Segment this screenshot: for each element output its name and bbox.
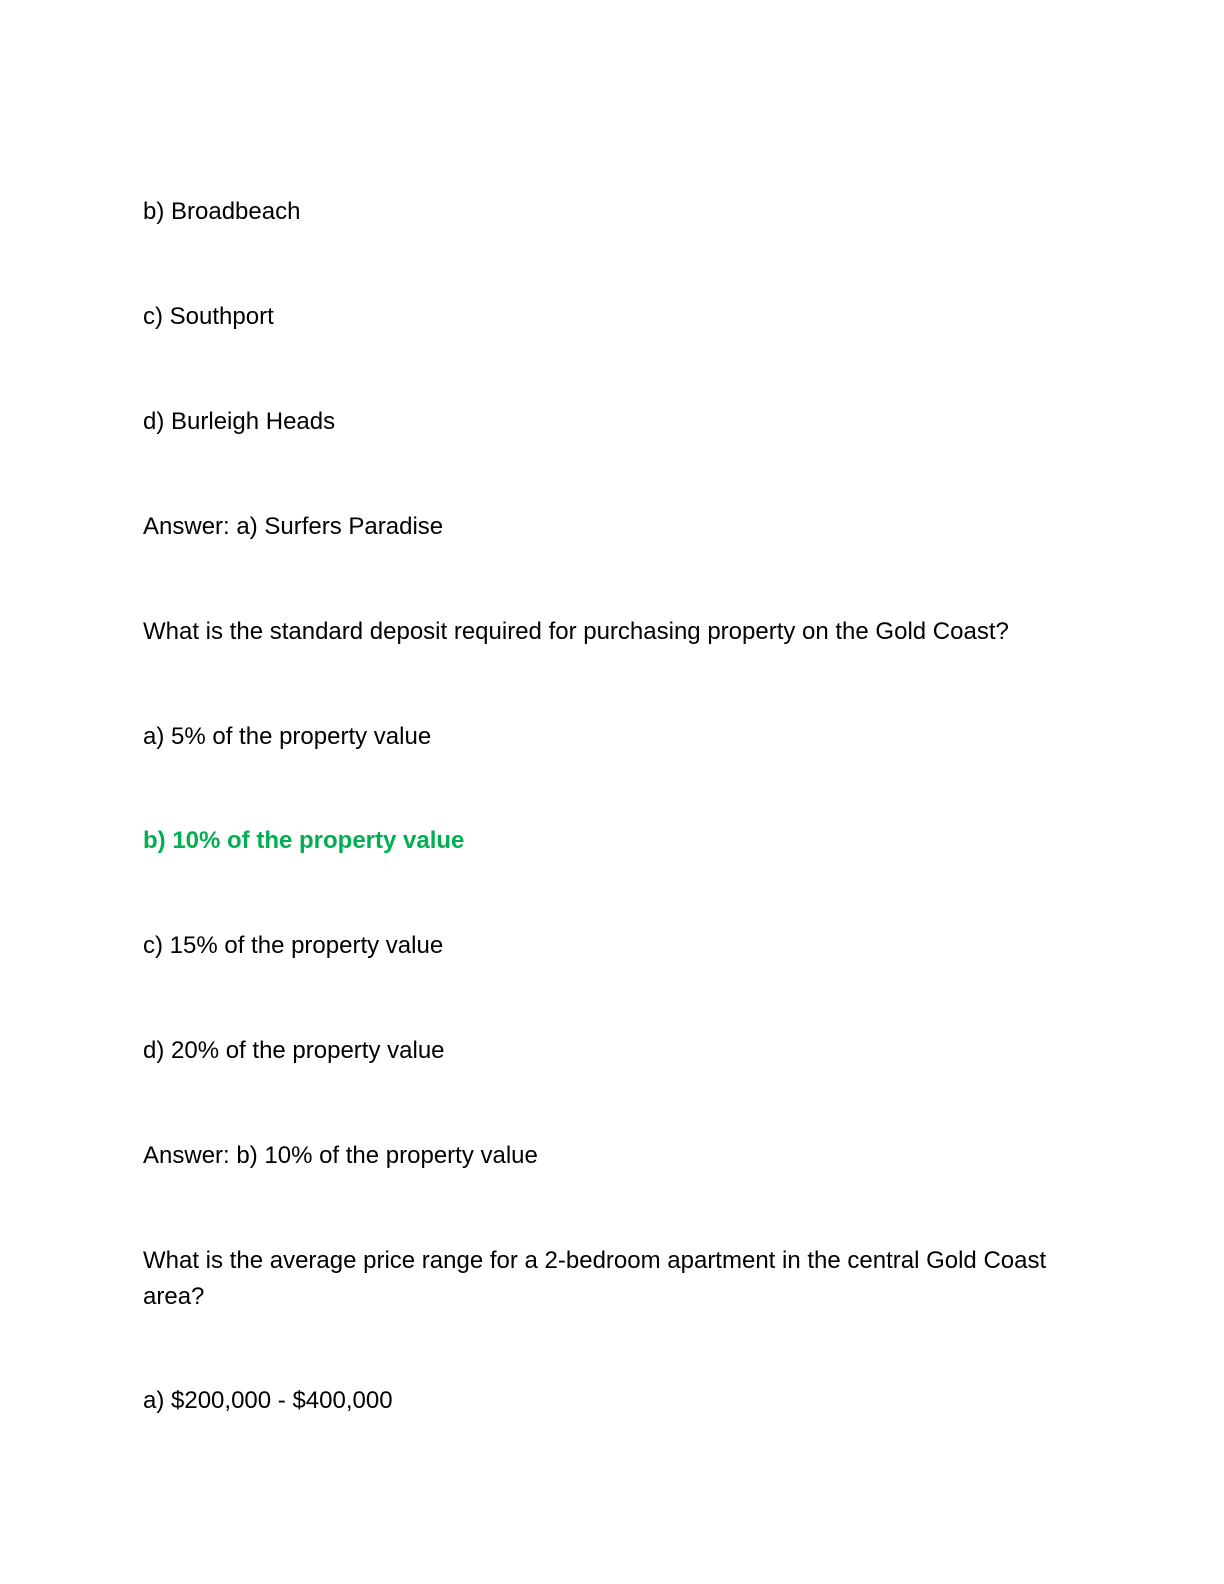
option-a-price-range: a) $200,000 - $400,000	[143, 1387, 393, 1414]
option-d-20-percent: d) 20% of the property value	[143, 1037, 445, 1064]
option-a-5-percent: a) 5% of the property value	[143, 723, 432, 750]
option-d-burleigh-heads: d) Burleigh Heads	[143, 408, 336, 435]
option-c-15-percent: c) 15% of the property value	[143, 932, 444, 959]
option-c-southport: c) Southport	[143, 303, 274, 330]
option-b-broadbeach: b) Broadbeach	[143, 198, 301, 225]
answer-line: Answer: b) 10% of the property value	[143, 1142, 538, 1169]
option-b-10-percent-highlighted: b) 10% of the property value	[143, 827, 465, 854]
question-price-range: What is the average price range for a 2-bedroom apartment in the central Gold Coast area?	[143, 1247, 1047, 1310]
question-deposit: What is the standard deposit required for purchasing property on the Gold Coast?	[143, 618, 1009, 645]
answer-line: Answer: a) Surfers Paradise	[143, 513, 444, 540]
